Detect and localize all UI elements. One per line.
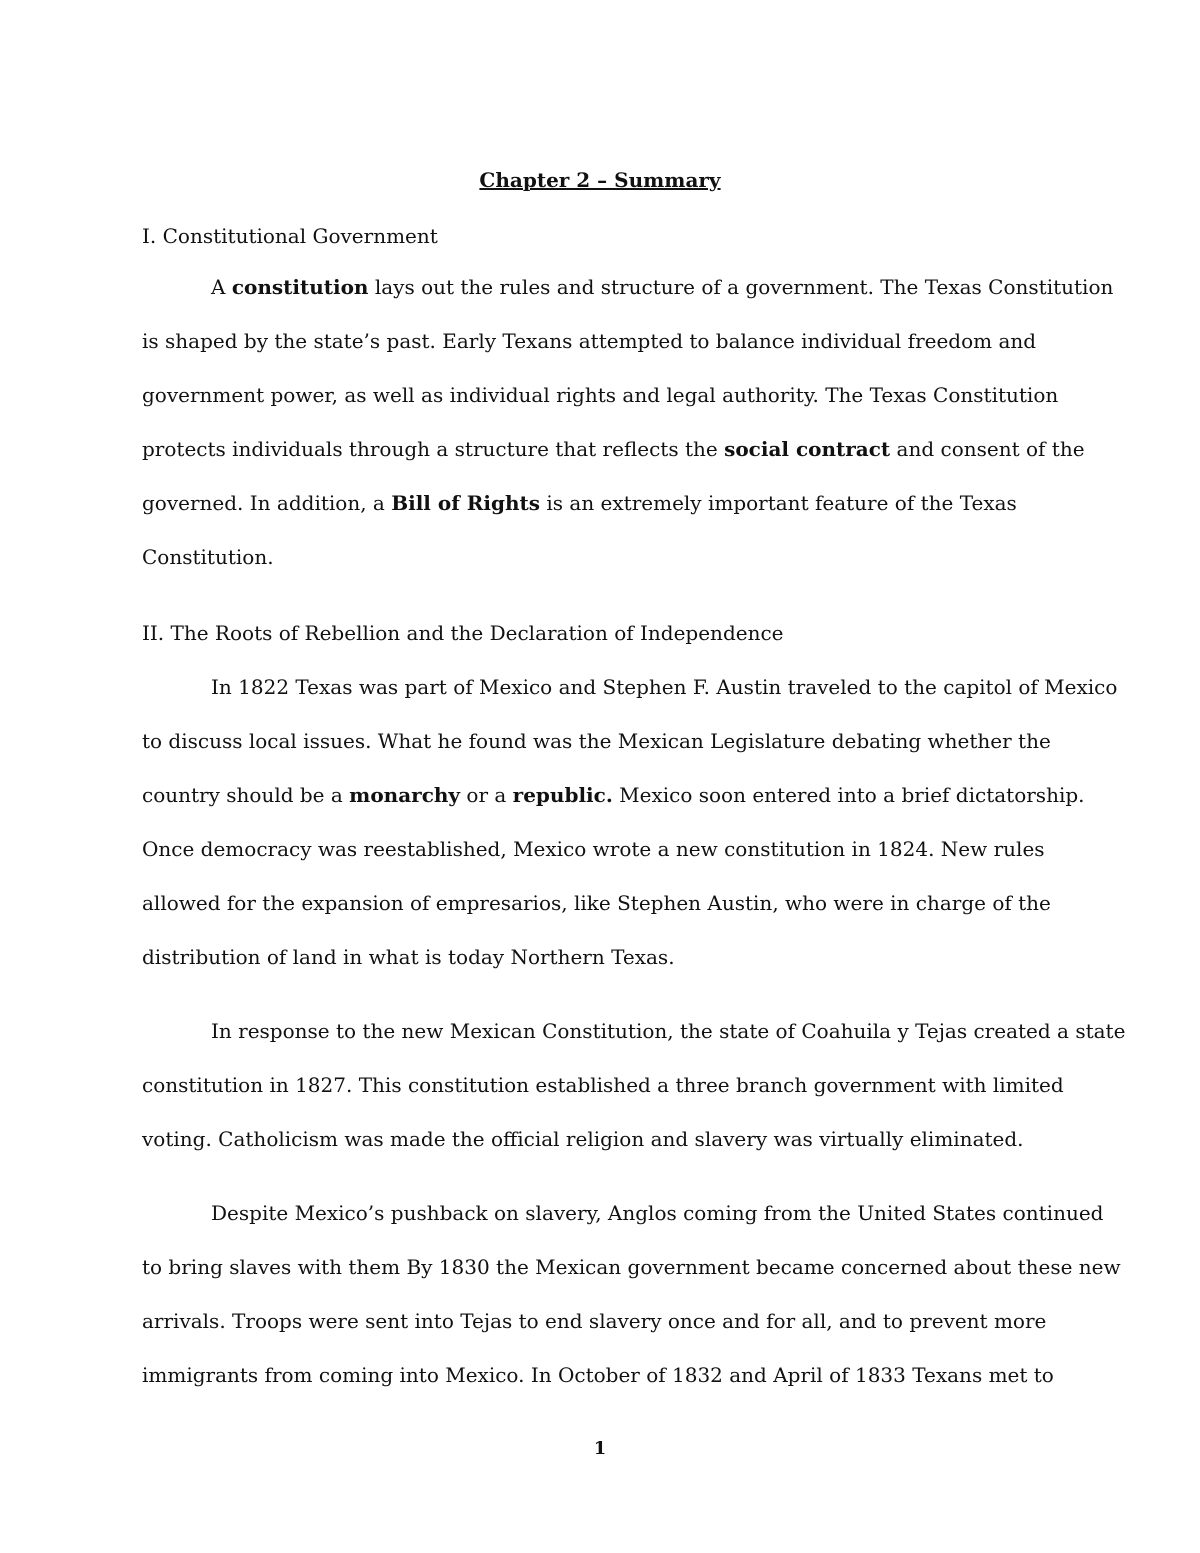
paragraph-line: is shaped by the state’s past. Early Texans attempted to balance individual freedom and [142,329,1037,353]
paragraph-line: arrivals. Troops were sent into Tejas to end slavery once and for all, and to prevent more [142,1309,1047,1333]
paragraph [142,1186,1121,1402]
paragraph [142,260,1114,584]
paragraph-line: In 1822 Texas was part of Mexico and Stephen F. Austin traveled to the capitol of Mexico [211,675,1118,699]
paragraph-line: constitution in 1827. This constitution established a three branch government with limited [142,1073,1064,1097]
bold-term: republic. [512,783,613,807]
paragraph-line: government power, as well as individual rights and legal authority. The Texas Constitution [142,383,1059,407]
paragraph-line: immigrants from coming into Mexico. In October of 1832 and April of 1833 Texans met to [142,1363,1054,1387]
paragraph-line: Constitution. [142,545,274,569]
paragraph-line: Once democracy was reestablished, Mexico wrote a new constitution in 1824. New rules [142,837,1045,861]
section-heading-1: I. Constitutional Government [142,224,438,248]
bold-term: social contract [724,437,891,461]
paragraph-line: protects individuals through a structure that reflects the social contract and consent of the [142,437,1085,461]
page-number: 1 [593,1438,607,1459]
paragraph [142,660,1118,984]
paragraph-line: country should be a monarchy or a republic. Mexico soon entered into a brief dictatorship. [142,783,1085,807]
paragraph-line: voting. Catholicism was made the official religion and slavery was virtually eliminated. [142,1127,1024,1151]
page-title: Chapter 2 – Summary [479,168,721,192]
paragraph [142,1004,1126,1166]
paragraph-line: distribution of land in what is today Northern Texas. [142,945,675,969]
paragraph-line: governed. In addition, a Bill of Rights is an extremely important feature of the Texas [142,491,1017,515]
bold-term: constitution [231,275,369,299]
bold-term: Bill of Rights [391,491,541,515]
paragraph-line: In response to the new Mexican Constitution, the state of Coahuila y Tejas created a state [211,1019,1126,1043]
bold-term: monarchy [349,783,461,807]
paragraph-line: to bring slaves with them By 1830 the Mexican government became concerned about these new [142,1255,1121,1279]
paragraph-line: Despite Mexico’s pushback on slavery, Anglos coming from the United States continued [211,1201,1104,1225]
paragraph-line: allowed for the expansion of empresarios, like Stephen Austin, who were in charge of the [142,891,1051,915]
section-heading-2: II. The Roots of Rebellion and the Declaration of Independence [142,621,784,645]
paragraph-line: to discuss local issues. What he found was the Mexican Legislature debating whether the [142,729,1051,753]
paragraph-line: A constitution lays out the rules and structure of a government. The Texas Constitution [211,275,1114,299]
